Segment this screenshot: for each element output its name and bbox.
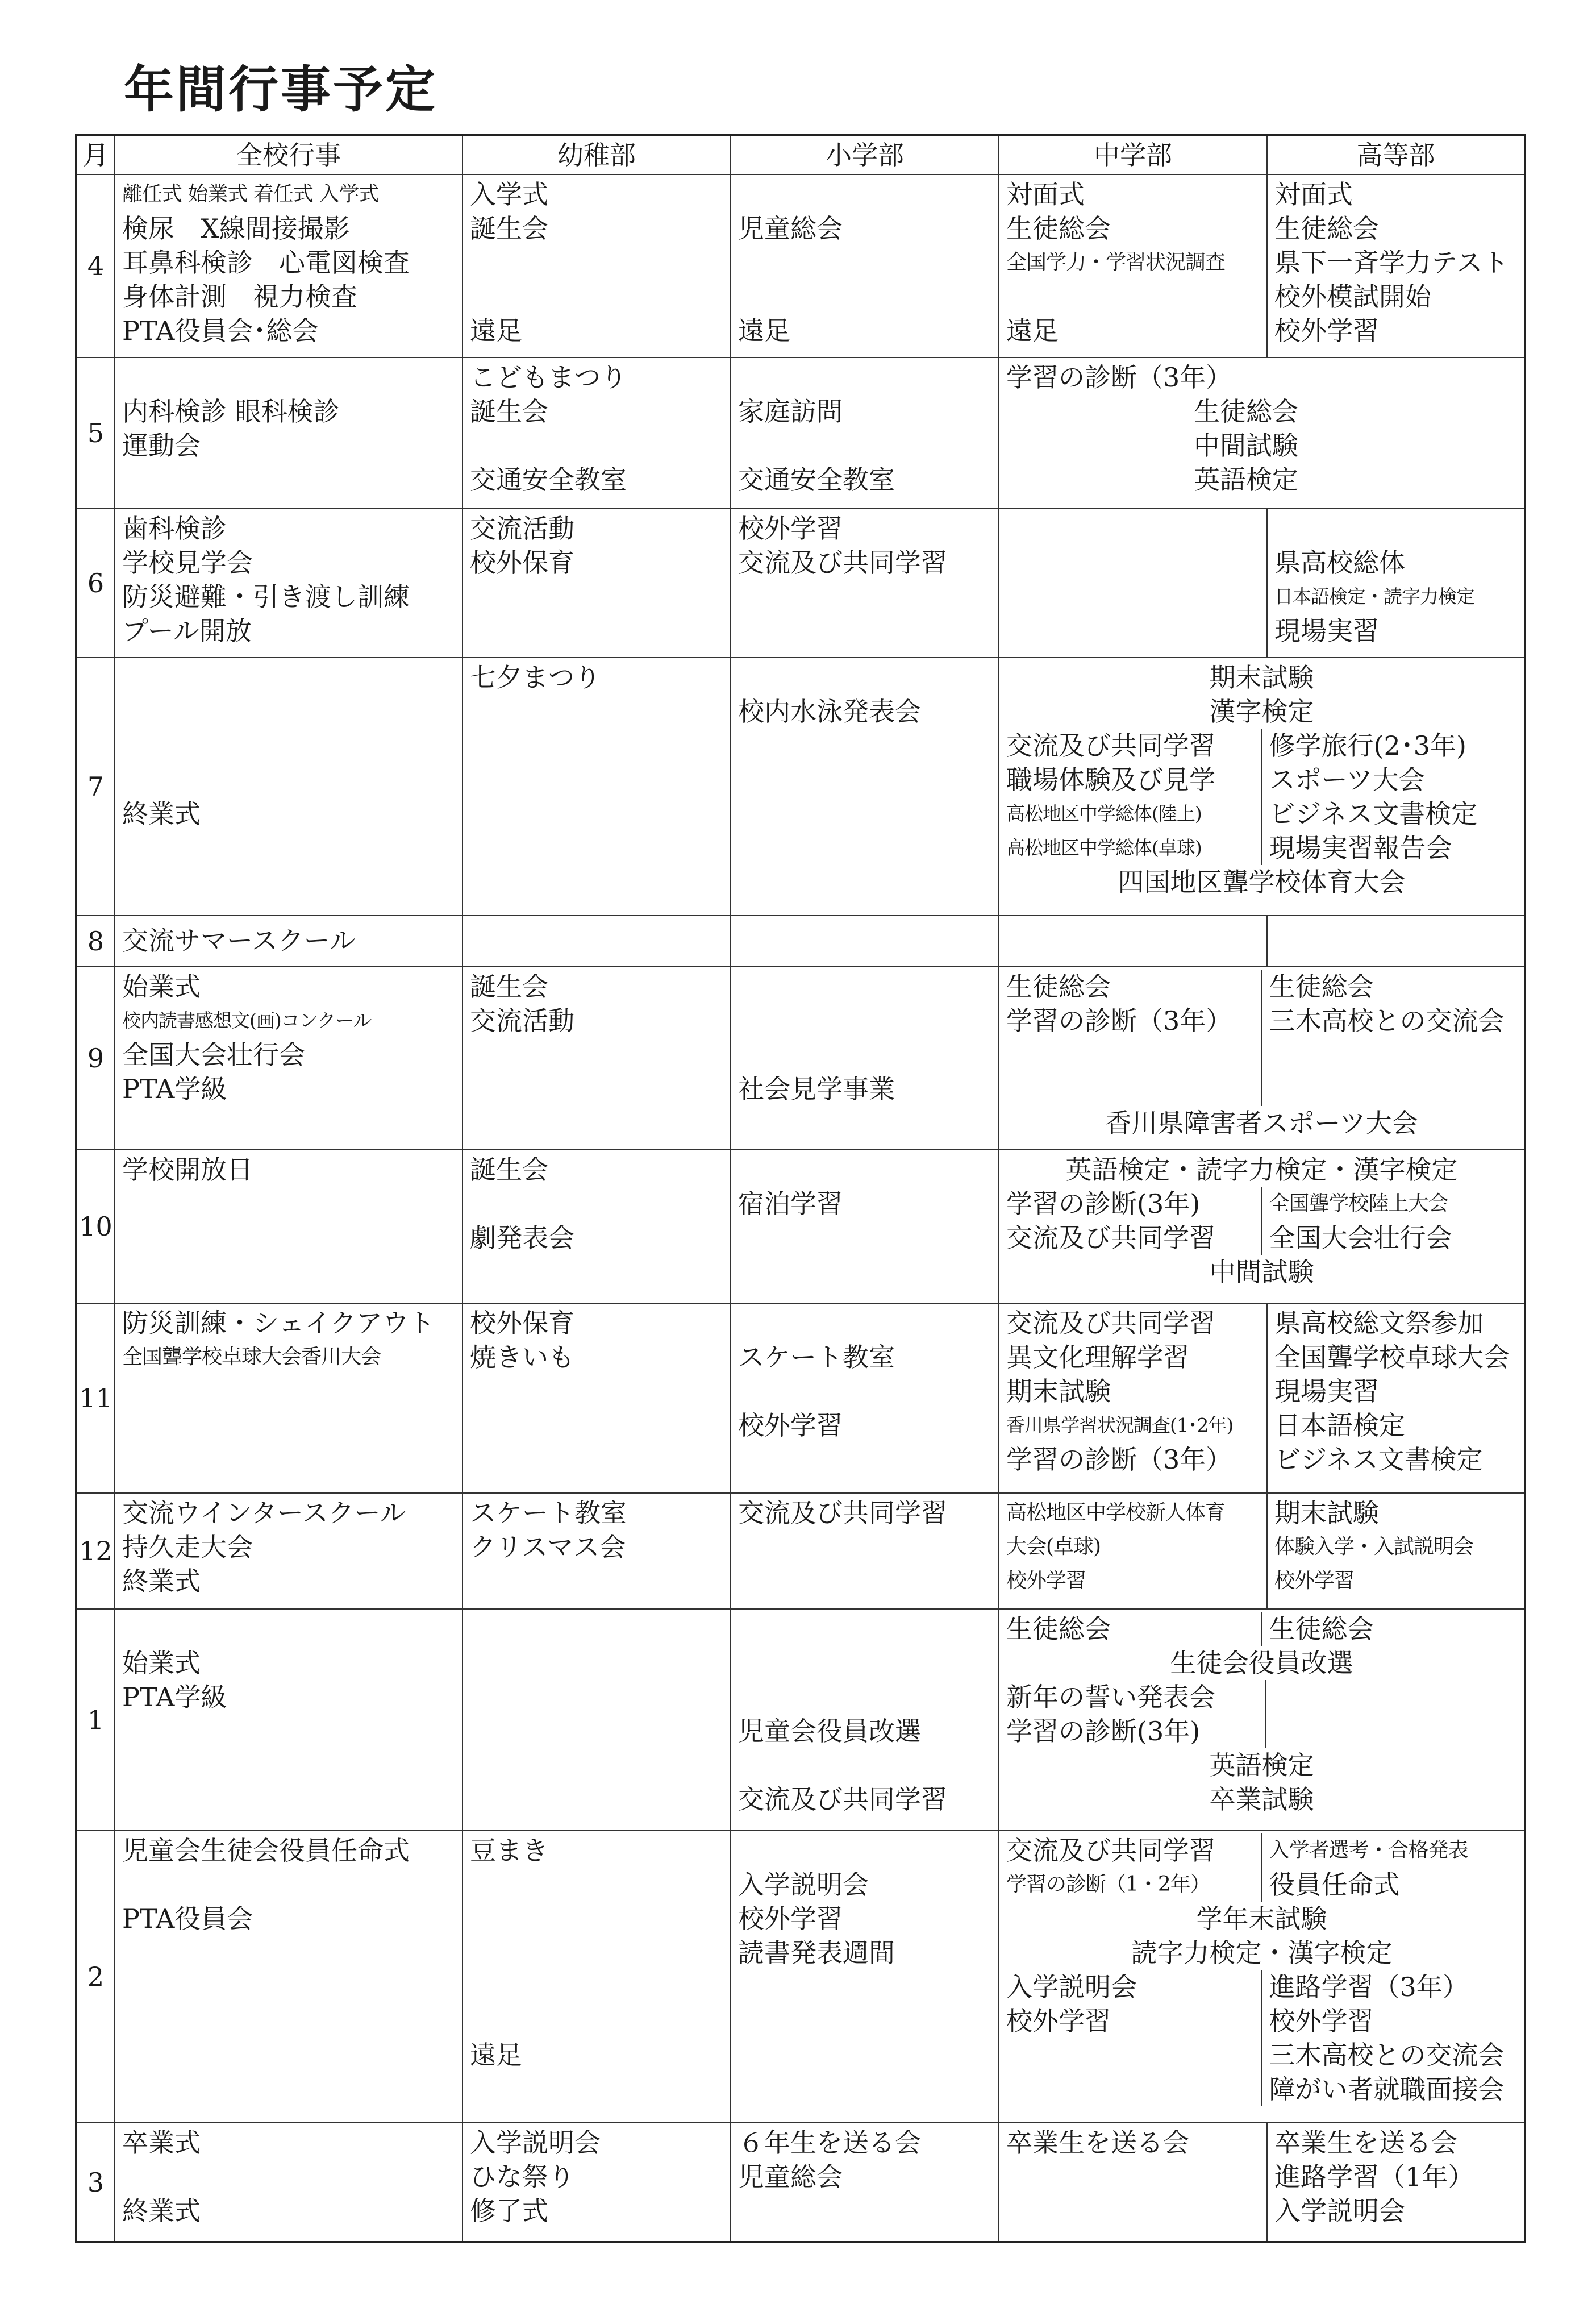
event-text: 始業式 — [122, 971, 201, 1002]
split-rows — [999, 1970, 1524, 2106]
event-text: 読書発表週間 — [738, 1937, 895, 1968]
junior-senior-shared-cell — [999, 967, 1525, 1150]
event-text: ６年生を送る会 — [738, 2127, 921, 2158]
senior-high-sub-cell — [1262, 1833, 1524, 1902]
event-text — [122, 660, 459, 695]
junior-high-sub-cell — [999, 729, 1262, 865]
event-text: ビジネス文書検定 — [1274, 1444, 1483, 1475]
event-text — [470, 1868, 727, 1902]
event-text — [738, 1153, 995, 1187]
event-text: 学習の診断（3年） — [1006, 362, 1232, 393]
all-school-cell — [115, 916, 462, 967]
event-text: 生徒総会 — [1269, 1614, 1374, 1644]
event-text: PTA学級 — [122, 1682, 227, 1712]
event-text: 交通安全教室 — [470, 464, 627, 495]
event-text: 児童総会 — [738, 2161, 843, 2192]
event-text — [470, 280, 727, 314]
event-text: 校外学習 — [1006, 2006, 1111, 2036]
event-text — [738, 246, 995, 280]
table-row — [76, 174, 1525, 357]
event-text: 学校開放日 — [122, 1154, 253, 1185]
split-rows — [999, 729, 1524, 865]
elementary-cell — [731, 2123, 999, 2242]
event-text — [738, 1646, 995, 1680]
event-text: 生徒総会 — [1269, 971, 1374, 1002]
kindergarten-cell — [462, 1493, 731, 1609]
event-text: 進路学習（3年） — [1269, 1972, 1469, 2002]
event-text — [738, 360, 995, 394]
junior-high-sub-cell — [999, 1680, 1266, 1748]
event-text: 校外学習 — [1269, 2006, 1374, 2036]
junior-high-sub-cell — [999, 1612, 1262, 1646]
event-text: 英語検定 — [1194, 464, 1298, 495]
event-text — [1006, 280, 1263, 314]
event-text: 誕生会 — [470, 396, 548, 427]
event-text: 英語検定 — [1209, 1750, 1314, 1781]
elementary-cell — [731, 357, 999, 509]
header-month: 月 — [76, 135, 115, 174]
event-text — [470, 1970, 727, 2004]
event-text: ひな祭り — [470, 2161, 574, 2192]
event-text: 学校見学会 — [122, 547, 253, 578]
event-text: 豆まき — [470, 1835, 548, 1866]
table-row — [76, 509, 1525, 658]
elementary-cell — [731, 509, 999, 658]
event-text — [738, 1004, 995, 1038]
event-text: 終業式 — [122, 1566, 201, 1596]
event-text — [122, 695, 459, 729]
event-text — [738, 1748, 995, 1782]
event-text: 期末試験 — [1209, 662, 1314, 693]
event-text: 新年の誓い発表会 — [1006, 1682, 1215, 1712]
event-text: PTA学級 — [122, 1074, 227, 1104]
event-text — [738, 1680, 995, 1714]
event-text: 大会(卓球) — [1006, 1535, 1101, 1558]
annual-schedule-table — [75, 134, 1526, 2243]
event-text: 障がい者就職面接会 — [1269, 2074, 1505, 2105]
senior-high-cell — [1267, 1493, 1525, 1609]
event-text: 七夕まつり — [470, 662, 601, 693]
table-row — [76, 2123, 1525, 2242]
event-text — [122, 729, 459, 763]
event-text — [122, 1612, 459, 1646]
kindergarten-cell — [462, 916, 731, 967]
event-text: 全国聾学校卓球大会 — [1274, 1342, 1510, 1373]
event-text: 宿泊学習 — [738, 1188, 843, 1219]
event-text: 学習の診断（1・2年） — [1006, 1873, 1210, 1896]
event-text: 卒業試験 — [1209, 1784, 1314, 1815]
event-text: 職場体験及び見学 — [1006, 764, 1215, 795]
event-text — [470, 1936, 727, 1970]
all-school-cell — [115, 357, 462, 509]
event-text — [122, 360, 459, 394]
event-text: 異文化理解学習 — [1006, 1342, 1189, 1373]
all-school-cell — [115, 1493, 462, 1609]
event-text: 校内読書感想文(画)コンクール — [122, 1009, 372, 1032]
event-text: 高松地区中学総体(卓球) — [1006, 837, 1202, 859]
kindergarten-cell — [462, 1831, 731, 2123]
event-text: 校外保育 — [470, 547, 574, 578]
event-text: 生徒総会 — [1274, 213, 1379, 244]
senior-high-cell — [1267, 1303, 1525, 1493]
event-text — [738, 1374, 995, 1408]
junior-high-cell — [999, 509, 1267, 658]
event-text: 終業式 — [122, 2196, 201, 2226]
event-text: 生徒総会 — [1194, 396, 1298, 427]
event-text: 始業式 — [122, 1648, 201, 1678]
event-text: 修了式 — [470, 2196, 548, 2226]
event-text: 卒業生を送る会 — [1274, 2127, 1457, 2158]
month-label: 5 — [76, 357, 115, 509]
event-text: 遠足 — [738, 315, 790, 346]
elementary-cell — [731, 1150, 999, 1303]
event-text: 誕生会 — [470, 971, 548, 1002]
event-text: 現場実習 — [1274, 616, 1379, 646]
kindergarten-cell — [462, 1150, 731, 1303]
event-text: PTA役員会 — [122, 1903, 253, 1934]
event-text: 身体計測 視力検査 — [122, 281, 357, 312]
event-text: 交流及び共同学習 — [1006, 1223, 1215, 1253]
elementary-cell — [731, 174, 999, 357]
month-label: 2 — [76, 1831, 115, 2123]
event-text: 日本語検定 — [1274, 1410, 1405, 1441]
event-text: 防災訓練・シェイクアウト — [122, 1308, 435, 1338]
event-text: ビジネス文書検定 — [1269, 799, 1478, 829]
junior-high-cell — [999, 1303, 1267, 1493]
table-row — [76, 916, 1525, 967]
event-text — [738, 970, 995, 1004]
event-text: 対面式 — [1274, 179, 1353, 210]
event-text: 家庭訪問 — [738, 396, 843, 427]
event-text: 現場実習 — [1274, 1376, 1379, 1407]
kindergarten-cell — [462, 174, 731, 357]
elementary-cell — [731, 967, 999, 1150]
table-row — [76, 658, 1525, 916]
elementary-cell — [731, 1831, 999, 2123]
event-text: 校外学習 — [1274, 315, 1379, 346]
event-text: 交流及び共同学習 — [1006, 1308, 1215, 1338]
event-text: 三木高校との交流会 — [1269, 2040, 1505, 2070]
event-text: 中間試験 — [1194, 430, 1298, 461]
event-text: 交流及び共同学習 — [738, 1784, 947, 1815]
event-text: 校外保育 — [470, 1308, 574, 1338]
event-text: 期末試験 — [1274, 1498, 1379, 1528]
event-text: 生徒総会 — [1006, 1614, 1111, 1644]
event-text: 生徒会役員改選 — [1170, 1648, 1353, 1678]
split-rows — [999, 970, 1524, 1106]
event-text: スケート教室 — [470, 1498, 627, 1528]
junior-high-cell — [999, 174, 1267, 357]
all-school-cell — [115, 1609, 462, 1831]
all-school-cell — [115, 967, 462, 1150]
event-text — [738, 1612, 995, 1646]
all-school-cell — [115, 1303, 462, 1493]
elementary-cell — [731, 916, 999, 967]
event-text: 卒業生を送る会 — [1006, 2127, 1189, 2158]
event-text: 交流サマースクール — [122, 925, 356, 956]
event-text: 入学説明会 — [1006, 1972, 1137, 2002]
event-text: 全国大会壮行会 — [122, 1040, 305, 1070]
event-text — [738, 177, 995, 211]
header-all-school: 全校行事 — [115, 135, 462, 174]
event-text — [738, 1833, 995, 1868]
event-text: 交流及び共同学習 — [738, 1498, 947, 1528]
event-text — [738, 660, 995, 695]
event-text: 児童会生徒会役員任命式 — [122, 1835, 410, 1866]
event-text: 交流及び共同学習 — [1006, 730, 1215, 761]
event-text: 全国学力・学習状況調査 — [1006, 251, 1226, 274]
event-text: 校外学習 — [1006, 1569, 1086, 1592]
junior-high-cell — [999, 916, 1267, 967]
split-rows — [999, 1187, 1524, 1255]
event-text: 歯科検診 — [122, 513, 227, 544]
event-text: 交流及び共同学習 — [738, 547, 947, 578]
event-text: 校外模試開始 — [1274, 281, 1431, 312]
event-text — [122, 1868, 459, 1902]
event-text: 三木高校との交流会 — [1269, 1005, 1505, 1036]
event-text: 香川県障害者スポーツ大会 — [1105, 1108, 1418, 1138]
elementary-cell — [731, 1609, 999, 1831]
header-row — [76, 135, 1525, 174]
senior-high-sub-cell — [1262, 1970, 1524, 2106]
kindergarten-cell — [462, 1303, 731, 1493]
event-text — [1274, 512, 1520, 546]
senior-high-sub-cell — [1262, 729, 1524, 865]
kindergarten-cell — [462, 967, 731, 1150]
event-text — [470, 2004, 727, 2038]
event-text: 香川県学習状況調査(1･2年) — [1006, 1414, 1234, 1436]
month-label: 11 — [76, 1303, 115, 1493]
event-text: 校外学習 — [1274, 1569, 1355, 1592]
event-text: 校内水泳発表会 — [738, 696, 921, 727]
event-text: 読字力検定・漢字検定 — [1131, 1937, 1393, 1968]
senior-high-cell — [1267, 916, 1525, 967]
event-text: 学年末試験 — [1196, 1903, 1327, 1934]
junior-high-cell — [999, 1493, 1267, 1609]
split-rows — [999, 1680, 1524, 1748]
junior-senior-shared-cell — [999, 357, 1525, 509]
event-text: スケート教室 — [738, 1342, 895, 1373]
junior-high-sub-cell — [999, 1970, 1262, 2106]
senior-high-sub-cell — [1266, 1680, 1524, 1748]
event-text: 体験入学・入試説明会 — [1274, 1535, 1474, 1558]
event-text: 現場実習報告会 — [1269, 833, 1452, 863]
junior-senior-shared-cell — [999, 658, 1525, 916]
event-text: 学習の診断（3年） — [1006, 1005, 1232, 1036]
event-text: 焼きいも — [470, 1342, 574, 1373]
event-text — [738, 1038, 995, 1072]
event-text — [470, 246, 727, 280]
event-text: 四国地区聾学校体育大会 — [1118, 867, 1406, 897]
split-rows — [999, 1612, 1524, 1646]
senior-high-cell — [1267, 174, 1525, 357]
event-text: 高松地区中学総体(陸上) — [1006, 803, 1202, 825]
table-row — [76, 357, 1525, 509]
table-row — [76, 967, 1525, 1150]
event-text: こどもまつり — [470, 362, 627, 393]
senior-high-cell — [1267, 2123, 1525, 2242]
kindergarten-cell — [462, 509, 731, 658]
all-school-cell — [115, 1831, 462, 2123]
junior-senior-shared-cell — [999, 1831, 1525, 2123]
page-title: 年間行事予定 — [124, 60, 438, 119]
table-row — [76, 1493, 1525, 1609]
event-text: 入学説明会 — [738, 1869, 869, 1900]
event-text: 期末試験 — [1006, 1376, 1111, 1407]
senior-high-cell — [1267, 509, 1525, 658]
event-text: 卒業式 — [122, 2127, 201, 2158]
event-text: PTA役員会･総会 — [122, 315, 319, 346]
all-school-cell — [115, 174, 462, 357]
event-text: 内科検診 眼科検診 — [122, 396, 340, 427]
event-text: 児童会役員改選 — [738, 1716, 921, 1747]
senior-high-sub-cell — [1262, 1612, 1524, 1646]
month-label: 9 — [76, 967, 115, 1150]
event-text: 交流及び共同学習 — [1006, 1835, 1215, 1866]
event-text — [122, 2160, 459, 2194]
header-senior-high: 高等部 — [1267, 135, 1525, 174]
event-text: 遠足 — [470, 315, 522, 346]
elementary-cell — [731, 1493, 999, 1609]
event-text: 持久走大会 — [122, 1532, 253, 1562]
event-text: 校外学習 — [738, 1903, 843, 1934]
event-text: 高松地区中学校新人体育 — [1006, 1501, 1226, 1524]
month-label: 7 — [76, 658, 115, 916]
event-text: 県高校総文祭参加 — [1274, 1308, 1484, 1338]
all-school-cell — [115, 658, 462, 916]
month-label: 10 — [76, 1150, 115, 1303]
event-text: 日本語検定・読字力検定 — [1274, 585, 1474, 608]
event-text: 全国聾学校卓球大会香川大会 — [122, 1345, 381, 1369]
event-text: 児童総会 — [738, 213, 843, 244]
event-text: 学習の診断(3年) — [1006, 1188, 1201, 1219]
junior-high-sub-cell — [999, 1833, 1262, 1902]
event-text: 運動会 — [122, 430, 201, 461]
event-text: スポーツ大会 — [1269, 764, 1425, 795]
event-text: 校外学習 — [738, 513, 843, 544]
event-text: クリスマス会 — [470, 1532, 626, 1562]
event-text: 全国聾学校陸上大会 — [1269, 1192, 1448, 1215]
event-text: 入学式 — [470, 179, 548, 210]
all-school-cell — [115, 509, 462, 658]
kindergarten-cell — [462, 1609, 731, 1831]
event-text — [738, 280, 995, 314]
table-row — [76, 1150, 1525, 1303]
event-text: 入学説明会 — [470, 2127, 601, 2158]
junior-high-sub-cell — [999, 1187, 1262, 1255]
month-label: 1 — [76, 1609, 115, 1831]
event-text: 防災避難・引き渡し訓練 — [122, 581, 410, 612]
event-text: 入学者選考・合格発表 — [1269, 1839, 1468, 1862]
junior-senior-shared-cell — [999, 1150, 1525, 1303]
event-text: 英語検定・読字力検定・漢字検定 — [1065, 1154, 1458, 1185]
junior-high-sub-cell — [999, 970, 1262, 1106]
junior-senior-shared-cell — [999, 1609, 1525, 1831]
event-text: 社会見学事業 — [738, 1074, 895, 1104]
event-text: 交流活動 — [470, 513, 574, 544]
elementary-cell — [731, 1303, 999, 1493]
event-text: 交流ウインタースクール — [122, 1498, 406, 1528]
event-text: 誕生会 — [470, 213, 548, 244]
header-kindergarten: 幼稚部 — [462, 135, 731, 174]
junior-high-cell — [999, 2123, 1267, 2242]
event-text — [470, 429, 727, 463]
elementary-cell — [731, 658, 999, 916]
table-row — [76, 1609, 1525, 1831]
event-text: 入学説明会 — [1274, 2196, 1405, 2226]
senior-high-sub-cell — [1262, 1187, 1524, 1255]
month-label: 6 — [76, 509, 115, 658]
event-text: 県高校総体 — [1274, 547, 1405, 578]
event-text: 学習の診断（3年） — [1006, 1444, 1232, 1475]
event-text: 遠足 — [1006, 315, 1059, 346]
header-junior-high: 中学部 — [999, 135, 1267, 174]
event-text: 対面式 — [1006, 179, 1085, 210]
event-text: 劇発表会 — [470, 1223, 574, 1253]
all-school-cell — [115, 2123, 462, 2242]
event-text: 生徒総会 — [1006, 213, 1111, 244]
event-text: 離任式 始業式 着任式 入学式 — [122, 182, 379, 206]
senior-high-sub-cell — [1262, 970, 1524, 1106]
event-text: 学習の診断(3年) — [1006, 1716, 1201, 1747]
event-text: 交流活動 — [470, 1005, 574, 1036]
all-school-cell — [115, 1150, 462, 1303]
event-text — [470, 1902, 727, 1936]
month-label: 8 — [76, 916, 115, 967]
table-row — [76, 1303, 1525, 1493]
event-text — [738, 1306, 995, 1340]
event-text: 検尿 X線間接撮影 — [122, 213, 350, 244]
event-text: 誕生会 — [470, 1154, 548, 1185]
header-elementary: 小学部 — [731, 135, 999, 174]
event-text: 漢字検定 — [1209, 696, 1314, 727]
event-text — [738, 429, 995, 463]
split-rows — [999, 1833, 1524, 1902]
event-text — [122, 763, 459, 797]
kindergarten-cell — [462, 2123, 731, 2242]
event-text — [470, 1187, 727, 1221]
kindergarten-cell — [462, 658, 731, 916]
event-text: 遠足 — [470, 2040, 522, 2070]
event-text: 終業式 — [122, 799, 201, 829]
event-text: 進路学習（1年） — [1274, 2161, 1474, 2192]
event-text: 全国大会壮行会 — [1269, 1223, 1452, 1253]
table-row — [76, 1831, 1525, 2123]
kindergarten-cell — [462, 357, 731, 509]
event-text: 生徒総会 — [1006, 971, 1111, 1002]
event-text: プール開放 — [122, 616, 252, 646]
event-text: 県下一斉学力テスト — [1274, 247, 1509, 278]
month-label: 12 — [76, 1493, 115, 1609]
month-label: 4 — [76, 174, 115, 357]
event-text: 中間試験 — [1209, 1257, 1314, 1287]
event-text: 役員任命式 — [1269, 1869, 1400, 1900]
event-text: 修学旅行(2･3年) — [1269, 730, 1466, 761]
event-text: 耳鼻科検診 心電図検査 — [122, 247, 410, 278]
event-text: 交通安全教室 — [738, 464, 895, 495]
event-text: 校外学習 — [738, 1410, 843, 1441]
month-label: 3 — [76, 2123, 115, 2242]
